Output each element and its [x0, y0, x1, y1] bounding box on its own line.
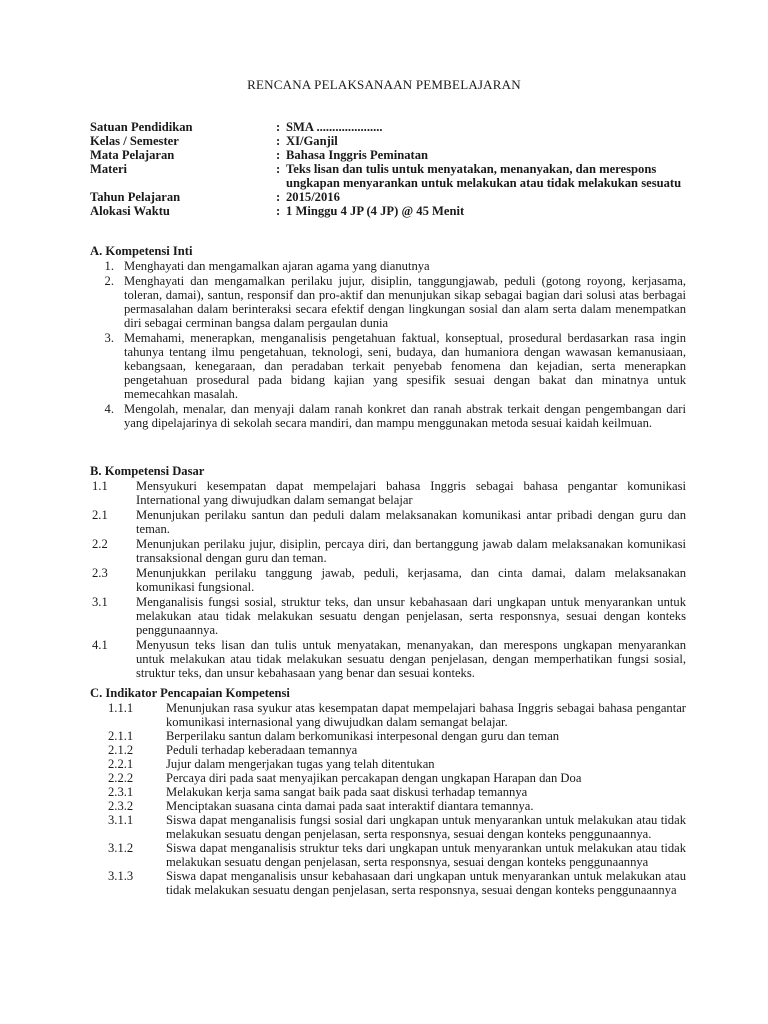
item-number: 3.1.2	[108, 841, 134, 855]
list-item	[90, 274, 686, 330]
meta-label: Tahun Pelajaran	[90, 190, 181, 204]
list-item	[90, 595, 686, 637]
identity-table	[90, 120, 690, 218]
item-text: Menghayati dan mengamalkan perilaku jujur, disiplin, tanggungjawab, peduli (gotong royong, kerjasama, toleran, damai), santun, responsif dan pro-aktif dan menunjukan sikap sebagai bagian dari solusi atas berbagai permasalahan dalam berinteraksi secara efektif dengan lingkungan sosial dan alam serta dalam menempatkan diri sebagai cerminan bangsa dalam pergaulan dunia	[124, 274, 686, 330]
meta-colon: :	[276, 162, 281, 176]
item-number: 1.1.1	[108, 701, 134, 715]
meta-row-satuan	[90, 120, 690, 134]
meta-row-kelas	[90, 134, 690, 148]
list-item	[90, 869, 686, 897]
meta-label: Kelas / Semester	[90, 134, 179, 148]
meta-row-tahun	[90, 190, 690, 204]
meta-colon: :	[276, 120, 281, 134]
list-item	[90, 402, 686, 430]
item-number: 2.	[104, 274, 114, 288]
list-item	[90, 813, 686, 841]
meta-value: 2015/2016	[286, 190, 340, 204]
item-text: Memahami, menerapkan, menganalisis pengetahuan faktual, konseptual, prosedural berdasarkan rasa ingin tahunya tentang ilmu pengetahuan, teknologi, seni, budaya, dan humaniora dengan wawasan kemanusiaan, kebangsaan, kenegaraan, dan peradaban terkait penyebab fenomena dan kejadian, serta menerapkan pengetahuan prosedural pada bidang kajian yang spesifik sesuai dengan bakat dan minatnya untuk memecahkan masalah.	[124, 331, 686, 401]
item-text: Menghayati dan mengamalkan ajaran agama yang dianutnya	[124, 259, 430, 273]
item-text: Menunjukan perilaku jujur, disiplin, percaya diri, dan bertanggung jawab dalam melaksanakan komunikasi transaksional dengan guru dan teman.	[136, 537, 686, 565]
item-number: 3.1.3	[108, 869, 134, 883]
list-item	[90, 841, 686, 869]
item-number: 2.3.1	[108, 785, 134, 799]
list-item	[90, 259, 686, 273]
meta-label: Alokasi Waktu	[90, 204, 170, 218]
item-text: Melakukan kerja sama sangat baik pada saat diskusi terhadap temannya	[166, 785, 528, 799]
meta-label: Mata Pelajaran	[90, 148, 175, 162]
item-text: Menunjukkan perilaku tanggung jawab, peduli, kerjasama, dan cinta damai, dalam melaksanakan komunikasi fungsional.	[136, 566, 686, 594]
item-number: 1.1	[92, 479, 108, 493]
item-text: Mensyukuri kesempatan dapat mempelajari bahasa Inggris sebagai bahasa pengantar komunikasi International yang diwujudkan dalam semangat belajar	[136, 479, 686, 507]
item-text: Menunjukan rasa syukur atas kesempatan dapat mempelajari bahasa Inggris sebagai bahasa pengantar komunikasi internasional yang diwujudkan dalam semangat belajar.	[166, 701, 686, 729]
section-kompetensi-dasar	[90, 464, 686, 681]
document-title: RENCANA PELAKSANAAN PEMBELAJARAN	[247, 77, 521, 92]
item-number: 2.1.1	[108, 729, 134, 743]
meta-colon: :	[276, 148, 281, 162]
list-item	[90, 638, 686, 680]
meta-colon: :	[276, 190, 281, 204]
list-item	[90, 331, 686, 401]
list-item	[90, 508, 686, 536]
item-number: 2.3.2	[108, 799, 134, 813]
item-text: Menciptakan suasana cinta damai pada saat interaktif diantara temannya.	[166, 799, 534, 813]
list-item	[90, 701, 686, 729]
meta-label: Materi	[90, 162, 128, 176]
section-heading: B. Kompetensi Dasar	[90, 464, 205, 478]
item-number: 3.1.1	[108, 813, 134, 827]
item-number: 2.2.2	[108, 771, 134, 785]
item-text: Menyusun teks lisan dan tulis untuk menyatakan, menanyakan, dan merespons ungkapan menyarankan untuk melakukan atau tidak melakukan sesuatu dengan penjelasan, dengan memperhatikan fungsi sosial, struktur teks, dan unsur kebahasaan yang benar dan sesuai konteks.	[136, 638, 686, 680]
section-heading: A. Kompetensi Inti	[90, 244, 193, 258]
meta-row-mapel	[90, 148, 690, 162]
item-text: Peduli terhadap keberadaan temannya	[166, 743, 358, 757]
section-heading: C. Indikator Pencapaian Kompetensi	[90, 686, 290, 700]
item-number: 4.1	[92, 638, 108, 652]
list-item	[90, 537, 686, 565]
item-number: 2.1	[92, 508, 108, 522]
meta-value: Teks lisan dan tulis untuk menyatakan, menanyakan, dan merespons ungkapan menyarankan untuk melakukan atau tidak melakukan sesuatu	[286, 162, 682, 190]
section-kompetensi-inti	[90, 244, 686, 431]
list-item	[90, 785, 686, 799]
list-item	[90, 729, 686, 743]
meta-value: XI/Ganjil	[286, 134, 338, 148]
meta-colon: :	[276, 204, 281, 218]
list-item	[90, 479, 686, 507]
meta-row-materi	[90, 162, 690, 190]
list-item	[90, 799, 686, 813]
item-number: 2.2	[92, 537, 108, 551]
item-number: 2.2.1	[108, 757, 134, 771]
meta-value: 1 Minggu 4 JP (4 JP) @ 45 Menit	[286, 204, 465, 218]
item-text: Mengolah, menalar, dan menyaji dalam ranah konkret dan ranah abstrak terkait dengan pengembangan dari yang dipelajarinya di sekolah secara mandiri, dan mampu menggunakan metoda sesuai kaidah keilmuan.	[124, 402, 686, 430]
list-item	[90, 757, 686, 771]
meta-value: Bahasa Inggris Peminatan	[286, 148, 429, 162]
item-number: 2.1.2	[108, 743, 134, 757]
item-text: Siswa dapat menganalisis struktur teks dari ungkapan untuk menyarankan untuk melakukan atau tidak melakukan sesuatu dengan penjelasan, serta responsnya, sesuai dengan konteks penggunaannya	[166, 841, 686, 869]
item-text: Percaya diri pada saat menyajikan percakapan dengan ungkapan Harapan dan Doa	[166, 771, 582, 785]
meta-row-alokasi	[90, 204, 690, 218]
item-number: 2.3	[92, 566, 108, 580]
item-number: 1.	[104, 259, 114, 273]
meta-colon: :	[276, 134, 281, 148]
list-item	[90, 743, 686, 757]
item-number: 4.	[104, 402, 114, 416]
item-number: 3.1	[92, 595, 108, 609]
item-text: Jujur dalam mengerjakan tugas yang telah ditentukan	[166, 757, 435, 771]
section-indikator	[90, 686, 686, 897]
list-item	[90, 566, 686, 594]
item-text: Siswa dapat menganalisis fungsi sosial dari ungkapan untuk menyarankan untuk melakukan atau tidak melakukan sesuatu dengan penjelasan, serta responsnya, sesuai dengan konteks penggunaannya.	[166, 813, 686, 841]
item-text: Menganalisis fungsi sosial, struktur teks, dan unsur kebahasaan dari ungkapan untuk menyarankan untuk melakukan atau tidak melakukan sesuatu dengan penjelasan, serta responsnya, sesuai dengan konteks penggunaannya.	[136, 595, 686, 637]
meta-value: SMA .....................	[286, 120, 383, 134]
item-text: Siswa dapat menganalisis unsur kebahasaan dari ungkapan untuk menyarankan untuk melakukan atau tidak melakukan sesuatu dengan penjelasan, serta responsnya, sesuai dengan konteks penggunaannya	[166, 869, 686, 897]
list-item	[90, 771, 686, 785]
item-text: Menunjukan perilaku santun dan peduli dalam melaksanakan komunikasi antar pribadi dengan guru dan teman.	[136, 508, 686, 536]
meta-label: Satuan Pendidikan	[90, 120, 193, 134]
item-text: Berperilaku santun dalam berkomunikasi interpesonal dengan guru dan teman	[166, 729, 560, 743]
item-number: 3.	[104, 331, 114, 345]
